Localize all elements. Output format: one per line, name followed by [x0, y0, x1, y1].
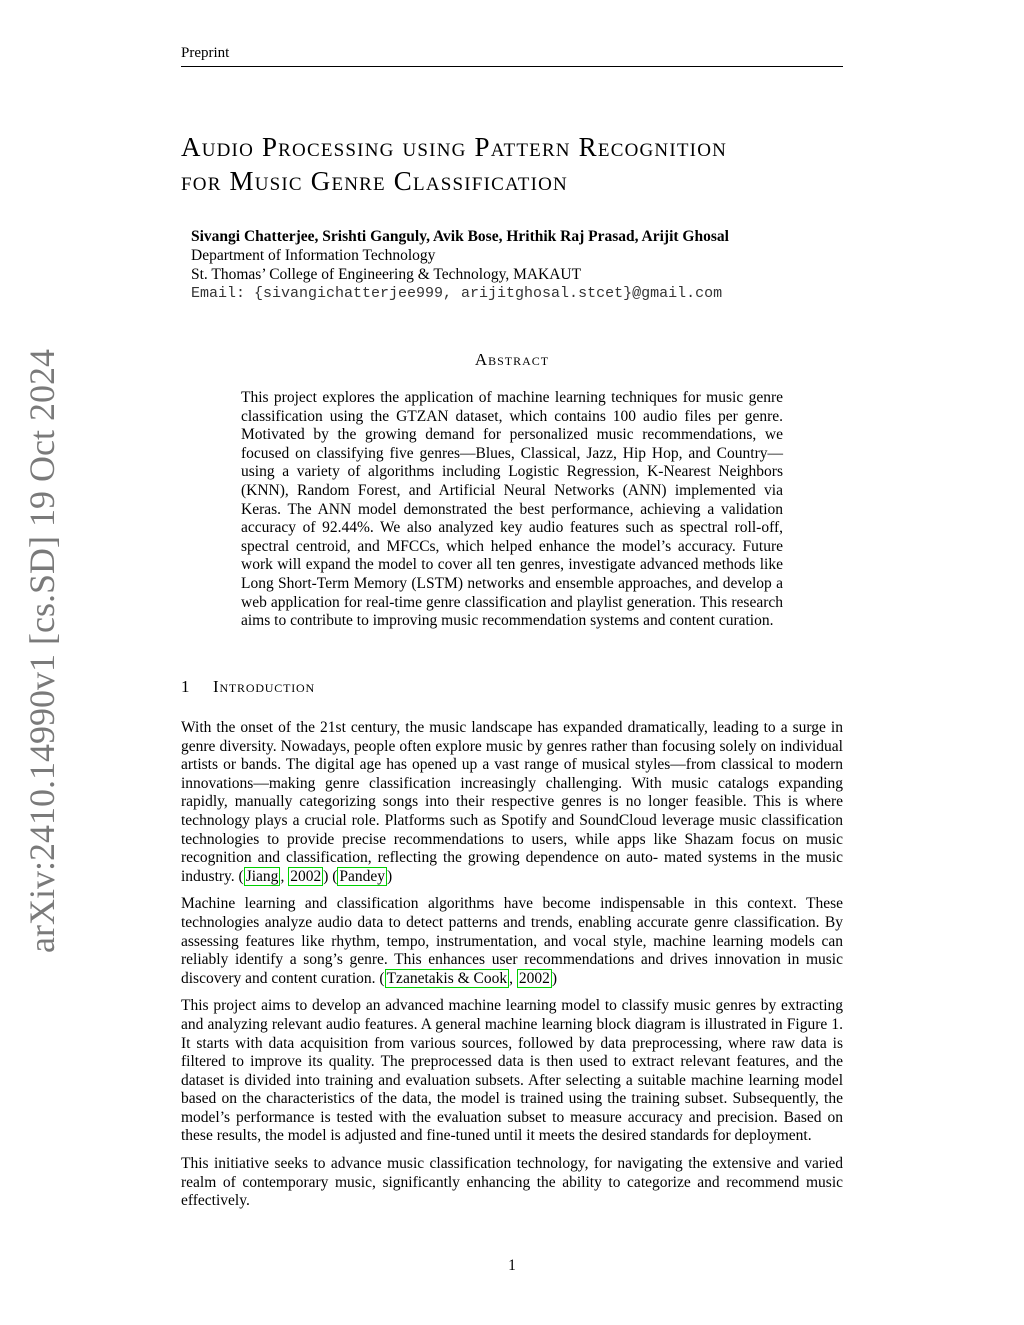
abstract-text: This project explores the application of machine learning techniques for music genre classification using the GTZAN dataset, which contains 100 audio files per genre. Motivated by the growing demand for personalized music recommendations, we focused on classifying five genres—Blues, Classical, Jazz, Hip Hop, and Country—using a variety of algorithms including Logistic Regression, K-Nearest Neighbors (KNN), Random Forest, and Artificial Neural Networks (ANN) implemented via Keras. The ANN model demonstrated the best performance, achieving a validation accuracy of 92.44%. We also analyzed key audio features such as spectral roll-off, spectral centroid, and MFCCs, which helped enhance the model’s accuracy. Future work will expand the model to cover all ten genres, investigate advanced methods like Long Short-Term Memory (LSTM) networks and ensemble approaches, and develop a web application for real-time genre classification and playlist generation. This research aims to contribute to improving music recommendation systems and content curation. — [241, 389, 783, 630]
citation-link-tzanetakis-name[interactable]: Tzanetakis & Cook — [386, 969, 508, 987]
paper-title — [181, 130, 843, 198]
author-email: Email: {sivangichatterjee999, arijitghosal.stcet}@gmail.com — [191, 285, 723, 302]
title-line-1: Audio Processing using Pattern Recognition — [181, 132, 728, 162]
paragraph-1-text: With the onset of the 21st century, the music landscape has expanded dramatically, leading to a surge in genre diversity. Nowadays, people often explore music by genres rather than focusing solely on individual artists or bands. The digital age has opened up a vast range of musical styles—from classical to modern innovations—making genre classification increasingly challenging. With music catalogs expanding rapidly, manually categorizing songs into their respective genres is no longer feasible. This is where technology plays a crucial role. Platforms such as Spotify and SoundCloud leverage music classification technologies to provide precise recommendations to users, while apps like Shazam focus on music recognition and classification, reflecting the growing dependence on auto- mated systems in the music industry. ( — [181, 719, 843, 885]
title-line-2: for Music Genre Classification — [181, 166, 568, 196]
citation-separator: , — [280, 867, 289, 885]
section-body — [181, 719, 843, 1220]
citation-mid: ) ( — [323, 867, 338, 885]
paragraph-4: This initiative seeks to advance music classification technology, for navigating the extensive and varied realm of contemporary music, significantly enhancing the ability to categorize and recommend music effectively. — [181, 1155, 843, 1210]
page-number: 1 — [508, 1257, 516, 1274]
paragraph-3: This project aims to develop an advanced machine learning model to classify music genres by extracting and analyzing relevant audio features. A general machine learning block diagram is illustrated in Figure 1. It starts with data acquisition from various sources, followed by data preprocessing, where raw data is filtered to improve its quality. The preprocessed data is then used to extract relevant features, and the dataset is divided into training and evaluation subsets. After selecting a suitable machine learning model based on the characteristics of the data, the model is trained using the training subset. Subsequently, the model’s performance is tested with the evaluation subset to measure accuracy and precision. Based on these results, the model is adjusted and fine-tuned until it meets the desired standards for deployment. — [181, 997, 843, 1145]
running-head-text: Preprint — [181, 45, 230, 61]
citation-end: ) — [387, 867, 393, 885]
section-number: 1 — [181, 677, 191, 696]
citation-link-jiang-year[interactable]: 2002 — [290, 867, 322, 885]
citation-link-jiang-name[interactable]: Jiang — [245, 867, 279, 885]
citation-link-pandey[interactable]: Pandey — [339, 867, 386, 885]
paragraph-2 — [181, 895, 843, 988]
arxiv-identifier: arXiv:2410.14990v1 [cs.SD] 19 Oct 2024 — [22, 349, 62, 953]
paragraph-1 — [181, 719, 843, 886]
author-block — [191, 227, 843, 303]
citation-link-tzanetakis-year[interactable]: 2002 — [518, 969, 550, 987]
citation-separator: , — [509, 969, 517, 987]
section-heading — [181, 677, 843, 697]
author-college: St. Thomas’ College of Engineering & Technology, MAKAUT — [191, 266, 582, 283]
running-header — [181, 44, 843, 67]
section-title: Introduction — [213, 677, 315, 696]
author-department: Department of Information Technology — [191, 247, 436, 264]
paragraph-2-text: Machine learning and classification algorithms have become indispensable in this context. These technologies analyze audio data to detect patterns and trends, enabling accurate genre classification. By assessing features like rhythm, tempo, instrumentation, and vocal style, machine learning models can reliably identify a song’s genre. This enhances user recommendations and drives innovation in music discovery and content curation. ( — [181, 895, 843, 987]
abstract-heading: Abstract — [474, 350, 550, 369]
author-names: Sivangi Chatterjee, Srishti Ganguly, Avik Bose, Hrithik Raj Prasad, Arijit Ghosal — [191, 228, 729, 245]
citation-end: ) — [551, 969, 558, 987]
